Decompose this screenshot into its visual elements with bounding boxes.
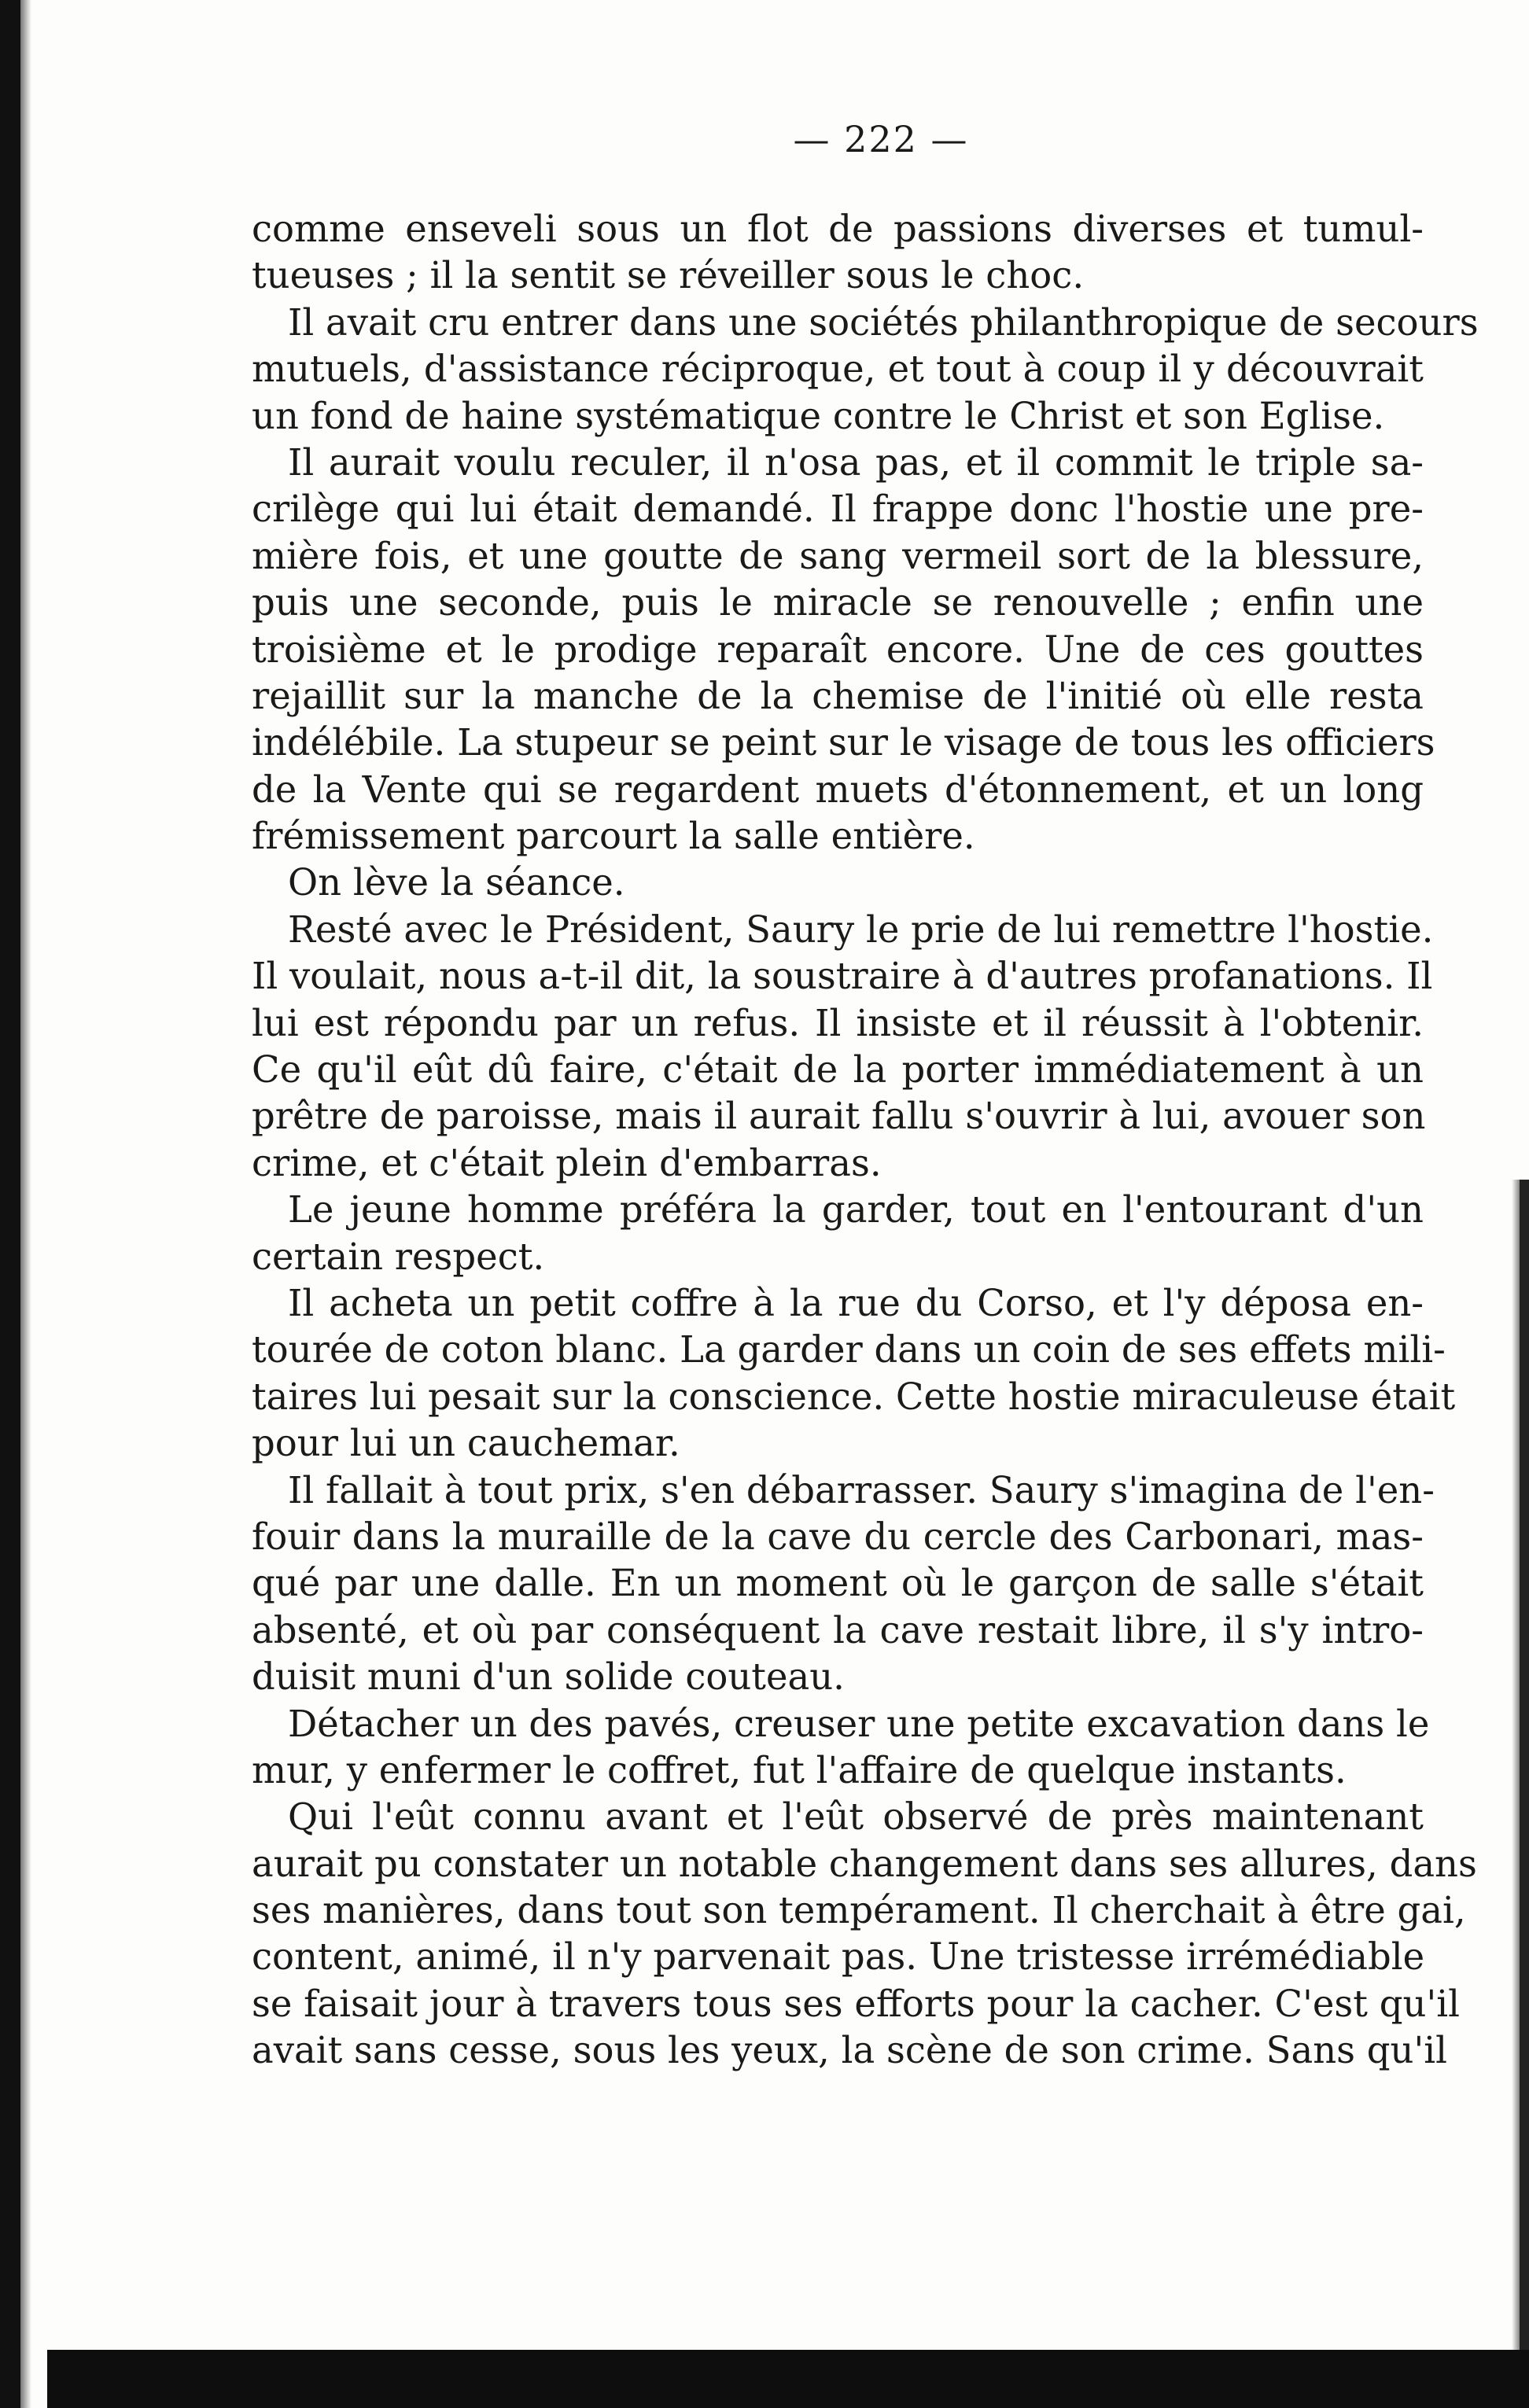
text-line: fouir dans la muraille de la cave du cercle des Carbonari, mas- [252, 1515, 1424, 1558]
text-line: Détacher un des pavés, creuser une petite excavation dans le [288, 1702, 1430, 1745]
text-line: tueuses ; il la sentit se réveiller sous le choc. [252, 254, 1085, 297]
scan-right-edge [1520, 1180, 1529, 2351]
text-line: certain respect. [252, 1235, 545, 1278]
text-line: Le jeune homme préféra la garder, tout en l'entourant d'un [288, 1188, 1424, 1232]
text-line: Resté avec le Président, Saury le prie de lui remettre l'hostie. [288, 908, 1434, 951]
text-line: mière fois, et une goutte de sang vermeil sort de la blessure, [252, 534, 1424, 577]
text-line: comme enseveli sous un flot de passions diverses et tumul- [252, 208, 1424, 250]
page-number: — 222 — [793, 118, 969, 160]
text-line: Il acheta un petit coffre à la rue du Corso, et l'y déposa en- [288, 1281, 1424, 1324]
text-line: se faisait jour à travers tous ses efforts pour la cacher. C'est qu'il [252, 1982, 1460, 2025]
text-line: rejaillit sur la manche de la chemise de l'initié où elle resta [252, 674, 1424, 717]
text-line: taires lui pesait sur la conscience. Cette hostie miraculeuse était [252, 1375, 1456, 1418]
text-line: Ce qu'il eût dû faire, c'était de la porter immédiatement à un [252, 1048, 1424, 1092]
text-line: Il avait cru entrer dans une sociétés philanthropique de secours [288, 300, 1479, 344]
text-line: aurait pu constater un notable changement dans ses allures, dans [252, 1842, 1477, 1885]
text-line: mur, y enfermer le coffret, fut l'affaire de quelque instants. [252, 1748, 1347, 1791]
text-line: crime, et c'était plein d'embarras. [252, 1141, 882, 1184]
text-line: Il voulait, nous a-t-il dit, la soustraire à d'autres profanations. Il [252, 955, 1433, 998]
text-line: troisième et le prodige reparaît encore. Une de ces gouttes [252, 628, 1424, 671]
text-line: puis une seconde, puis le miracle se renouvelle ; enfin une [252, 581, 1424, 624]
body-text [252, 206, 1479, 2075]
text-line: Il aurait voulu reculer, il n'osa pas, et il commit le triple sa- [288, 440, 1424, 484]
text-line: qué par une dalle. En un moment où le garçon de salle s'était [252, 1562, 1424, 1605]
text-line: duisit muni d'un solide couteau. [252, 1655, 845, 1699]
text-line: Qui l'eût connu avant et l'eût observé de près maintenant [288, 1795, 1424, 1839]
text-line: ses manières, dans tout son tempérament. Il cherchait à être gai, [252, 1889, 1466, 1932]
text-line: avait sans cesse, sous les yeux, la scène de son crime. Sans qu'il [252, 2029, 1448, 2072]
text-line: tourée de coton blanc. La garder dans un coin de ses effets mili- [252, 1328, 1446, 1372]
scan-bottom-edge [47, 2350, 1529, 2408]
text-line: un fond de haine systématique contre le Christ et son Eglise. [252, 394, 1385, 437]
text-line: frémissement parcourt la salle entière. [252, 815, 975, 858]
text-line: Il fallait à tout prix, s'en débarrasser. Saury s'imagina de l'en- [288, 1468, 1435, 1511]
text-line: crilège qui lui était demandé. Il frappe donc l'hostie une pre- [252, 488, 1424, 531]
text-line: mutuels, d'assistance réciproque, et tout à coup il y découvrait [252, 348, 1424, 391]
text-line: On lève la séance. [288, 861, 625, 904]
scan-right-shadow [1512, 1180, 1520, 2351]
text-line: content, animé, il n'y parvenait pas. Une tristesse irrémédiable [252, 1935, 1425, 1979]
text-line: indélébile. La stupeur se peint sur le visage de tous les officiers [252, 721, 1435, 764]
scan-binding-shadow [20, 0, 31, 2408]
text-line: pour lui un cauchemar. [252, 1422, 680, 1465]
text-line: absenté, et où par conséquent la cave restait libre, il s'y intro- [252, 1608, 1424, 1651]
text-line: de la Vente qui se regardent muets d'étonnement, et un long [252, 768, 1424, 811]
text-line: lui est répondu par un refus. Il insiste et il réussit à l'obtenir. [252, 1001, 1424, 1044]
text-line: prêtre de paroisse, mais il aurait fallu s'ouvrir à lui, avouer son [252, 1095, 1426, 1138]
scan-binding-edge [0, 0, 20, 2408]
